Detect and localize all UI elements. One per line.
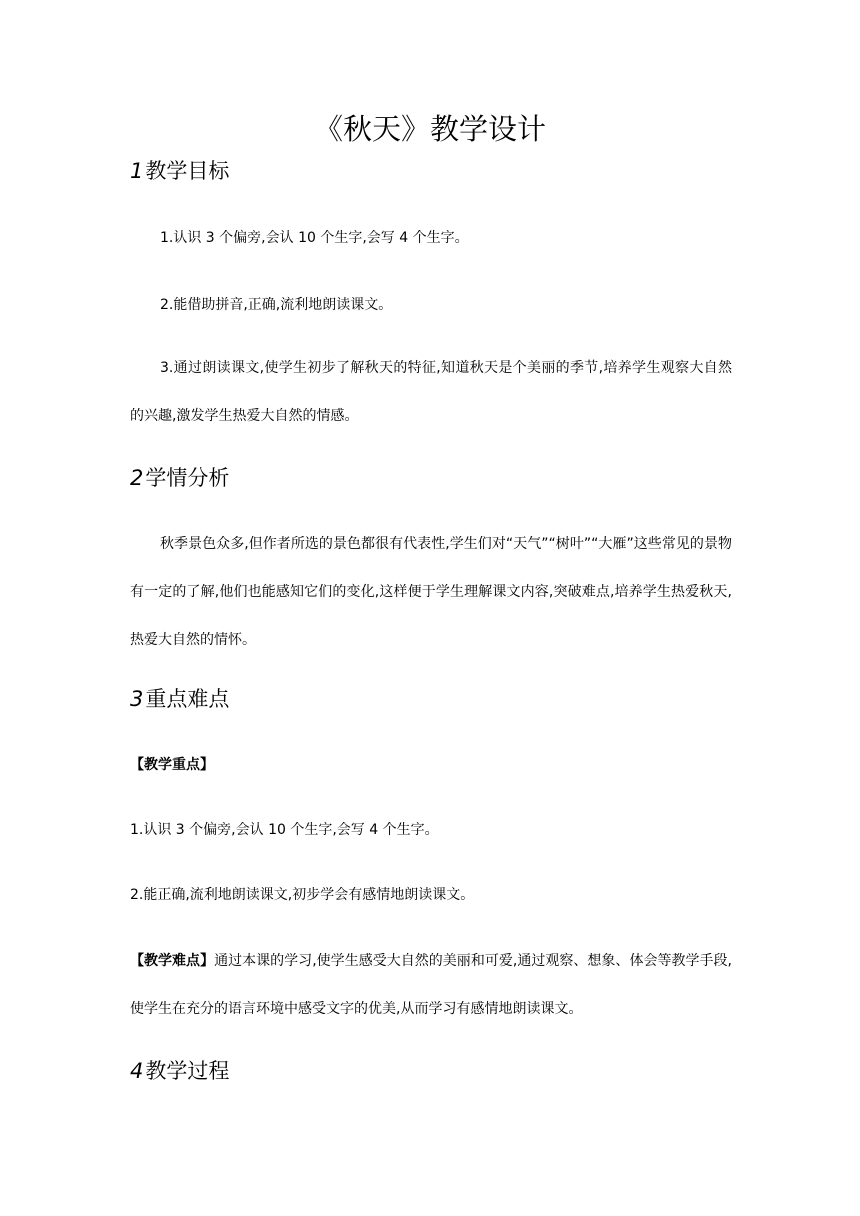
objective-paragraph-1: 1.认识 3 个偏旁,会认 10 个生字,会写 4 个生字。	[160, 230, 469, 246]
section-title: 教学过程	[145, 1059, 230, 1083]
objective-paragraph-3: 3.通过朗读课文,使学生初步了解秋天的特征,知道秋天是个美丽的季节,培养学生观察大自然的兴趣,激发学生热爱大自然的情感。	[130, 360, 732, 424]
section-heading-1	[130, 157, 229, 185]
section-number: 2	[130, 466, 144, 490]
document-title: 《秋天》教学设计	[313, 112, 546, 146]
section-heading-4	[130, 1057, 229, 1085]
difficulty-paragraph	[130, 937, 732, 1033]
analysis-paragraph: 秋季景色众多,但作者所选的景色都很有代表性,学生们对“天气”“树叶”“大雁”这些常见的景物有一定的了解,他们也能感知它们的变化,这样便于学生理解课文内容,突破难点,培养学生热爱秋天,热爱大自然的情怀。	[130, 536, 732, 648]
objective-paragraph-2: 2.能借助拼音,正确,流利地朗读课文。	[160, 297, 393, 313]
section-number: 3	[130, 687, 144, 711]
section-title: 重点难点	[145, 687, 230, 711]
section-title: 学情分析	[145, 466, 230, 490]
key-point-1: 1.认识 3 个偏旁,会认 10 个生字,会写 4 个生字。	[130, 822, 439, 838]
section-heading-3	[130, 685, 229, 713]
section-heading-2	[130, 464, 229, 492]
difficulty-label: 【教学难点】	[130, 953, 215, 969]
section-title: 教学目标	[145, 159, 230, 183]
key-points-label: 【教学重点】	[130, 757, 214, 773]
key-point-2: 2.能正确,流利地朗读课文,初步学会有感情地朗读课文。	[130, 887, 475, 903]
difficulty-text: 通过本课的学习,使学生感受大自然的美丽和可爱,通过观察、想象、体会等教学手段,使学生在充分的语言环境中感受文字的优美,从而学习有感情地朗读课文。	[130, 953, 732, 1017]
section-number: 4	[130, 1059, 144, 1083]
section-number: 1	[130, 159, 144, 183]
